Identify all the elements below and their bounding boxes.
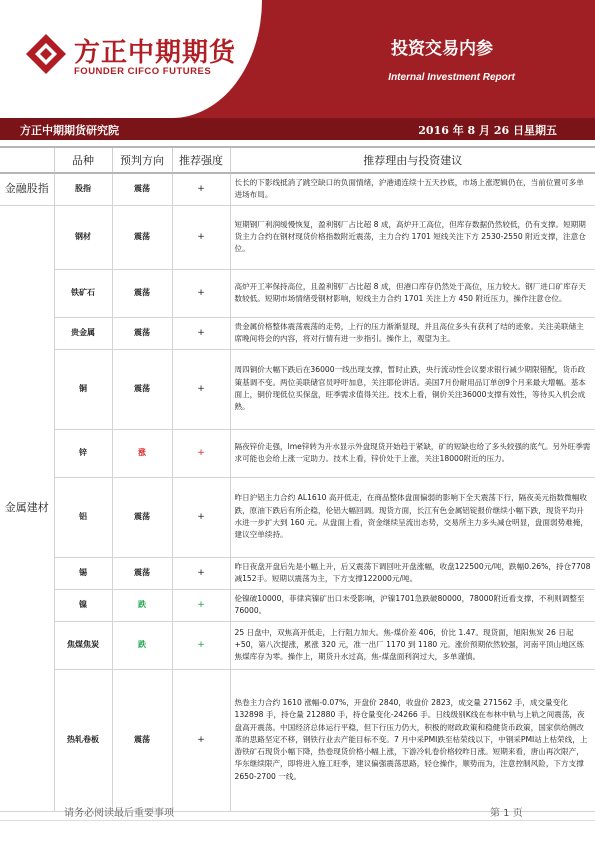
reason-text: 昨日沪铝主力合约 AL1610 高开低走，在商品整体盘面偏弱的影响下全天震荡下行，隔夜美元指数微幅收跌，原油下跌后有所企稳，伦铝大幅回调。现货方面，长江有色金属铝锭报价继续小幅下跌，现货平均升水进一步扩大到 160 元。从盘面上看，资金继续呈流出态势，交易所主力多头减仓明显，盘面弱势难掩，建议空单续持。 [230,477,595,557]
direction-value: 震荡 [112,477,172,557]
table-row [0,317,595,349]
product-name: 贵金属 [54,317,112,349]
strength-value: + [172,173,230,205]
footer-divider [0,820,595,821]
table-row [0,589,595,621]
logo-text-cn: 方正中期期货 [74,38,237,68]
reason-text: 长长的下影线抵消了跳空缺口的负面情绪，沪港通连续十五天抄底，市场上涨逻辑仍在，当前位置可多单进场布局。 [230,173,595,205]
strength-value: + [172,589,230,621]
strength-value: + [172,429,230,477]
reason-text: 昨日夜盘开盘后先是小幅上升，后又震荡下调回吐开盘涨幅，收盘122500元/吨，跌幅0.26%，持仓7708减152手。短期以震荡为主，下方支撑122000元/吨。 [230,557,595,589]
strength-value: + [172,317,230,349]
report-date: 2016 年 8 月 26 日星期五 [418,124,557,137]
strength-value: + [172,477,230,557]
table-row [0,173,595,205]
product-name: 铜 [54,349,112,429]
table-row [0,349,595,429]
header-reason: 推荐理由与投资建议 [230,147,595,173]
header-product: 品种 [54,147,112,173]
product-name: 锡 [54,557,112,589]
reason-text: 周四铜价大幅下跌后在36000一线出现支撑，暂时止跌，央行流动性会议要求银行减少期限错配，货币政策基调不变。两位美联储官员呼吁加息，关注耶伦讲话。美国7月份耐用品订单创9个月来最大增幅。基本面上，铜价现低位买保盘，旺季需求值得关注。技术上看，铜价关注36000支撑有效性，等待买入机会成熟。 [230,349,595,429]
table-row [0,269,595,317]
table-row [0,429,595,477]
recommendation-table [0,146,595,812]
direction-value: 震荡 [112,317,172,349]
product-name: 焦煤焦炭 [54,621,112,669]
header-strength: 推荐强度 [172,147,230,173]
sector-label: 金融股指 [0,173,54,205]
table-row [0,557,595,589]
logo-area [0,0,262,118]
strength-value: + [172,205,230,269]
strength-value: + [172,349,230,429]
product-name: 锌 [54,429,112,477]
header-direction: 预判方向 [112,147,172,173]
table-row [0,205,595,269]
header-banner [0,0,595,118]
strength-value: + [172,557,230,589]
report-title-en: Internal Investment Report [388,72,515,83]
direction-value: 震荡 [112,205,172,269]
report-title: 投资交易内参 [391,39,493,59]
strength-value: + [172,269,230,317]
table-row [0,477,595,557]
header-sector-blank [0,147,54,173]
direction-value: 震荡 [112,557,172,589]
reason-text: 高炉开工率保持高位，且盈利钢厂占比超 8 成，但港口库存仍然处于高位，压力较大。钢厂进口矿库存天数较低。短期市场情绪受钢材影响，短线主力合约 1701 关注上方 450 附近压力，操作注意仓位。 [230,269,595,317]
product-name: 热轧卷板 [54,669,112,811]
institute-bar [0,118,595,140]
product-name: 镍 [54,589,112,621]
product-name: 钢材 [54,205,112,269]
direction-value: 涨 [112,429,172,477]
direction-value: 震荡 [112,669,172,811]
product-name: 股指 [54,173,112,205]
direction-value: 跌 [112,621,172,669]
strength-value: + [172,669,230,811]
reason-text: 伦镍破10000，菲律宾镍矿出口未受影响，沪镍1701急跌破80000，78000附近看支撑，不利则调整至76000。 [230,589,595,621]
reason-text: 热卷主力合约 1610 涨幅-0.07%，开盘价 2840，收盘价 2823，成交量 271562 手，成交量变化 132898 手，持仓量 212880 手，持仓量变化-24266 手。日线级别K线在布林中轨与上轨之间震荡，夜盘高开震荡。中国经济总体运行平稳，但下行压力仍大，积极的财政政策和稳健货币政策，国家供给侧改革的思路坚定不移，钢铁行业去产能目标不变。7 月中采PMI跌至枯荣线以下，中钢采PMI站上枯荣线，上游铁矿石现货小幅下降，热卷现货价格小幅上涨，下游冷轧卷价格较昨日涨。短期来看，唐山再次限产，华东继续限产，即将进入施工旺季，建议偏强震荡思路，轻仓操作，顺势而为，注意控制风险，下方支撑 2650-2700 一线。 [230,669,595,811]
product-name: 铁矿石 [54,269,112,317]
table-header [0,147,595,173]
page-number: 第 1 页 [490,808,523,819]
reason-text: 25 日盘中，双焦高开低走，上行阻力加大。焦-煤价差 406，价比 1.47。现货面，旭阳焦炭 26 日起+50，第八次提涨，累涨 320 元，准一出厂 1170 到 1180 元。涨价预期依然较强，河南平顶山地区炼焦煤库存为零。操作上，期货升水过高，焦-煤盘面利润过大，多单谨慎。 [230,621,595,669]
sector-label: 金属建材 [0,205,54,811]
direction-value: 震荡 [112,269,172,317]
direction-value: 震荡 [112,349,172,429]
logo-text-en: FOUNDER CIFCO FUTURES [74,66,212,77]
reason-text: 贵金属价格整体震荡震荡的走势，上行的压力渐渐显现，并且高位多头有获利了结的迹象。关注美联储主席晚间将会的内容，将对行情有进一步指引。操作上，观望为主。 [230,317,595,349]
founder-logo-icon [26,34,66,74]
strength-value: + [172,621,230,669]
table-row [0,621,595,669]
reason-text: 短期钢厂利润缓慢恢复，盈利钢厂占比超 8 成，高炉开工高位，但库存数据仍然较低，仍有支撑。短期期货主力合约在钢材现货价格指数附近震荡，主力合约 1701 短线关注下方 2530-2550 附近支撑，注意仓位。 [230,205,595,269]
institute-name: 方正中期期货研究院 [20,124,119,137]
footer-notice: 请务必阅读最后重要事项 [64,808,174,819]
direction-value: 跌 [112,589,172,621]
direction-value: 震荡 [112,173,172,205]
product-name: 铝 [54,477,112,557]
table-row [0,669,595,811]
reason-text: 隔夜锌价走强，lme锌转为升水显示外盘现货开始趋于紧缺，矿的短缺也给了多头较强的底气。另外旺季需求可能也会给上涨一定助力。技术上看，锌价处于上涨，关注18000附近的压力。 [230,429,595,477]
